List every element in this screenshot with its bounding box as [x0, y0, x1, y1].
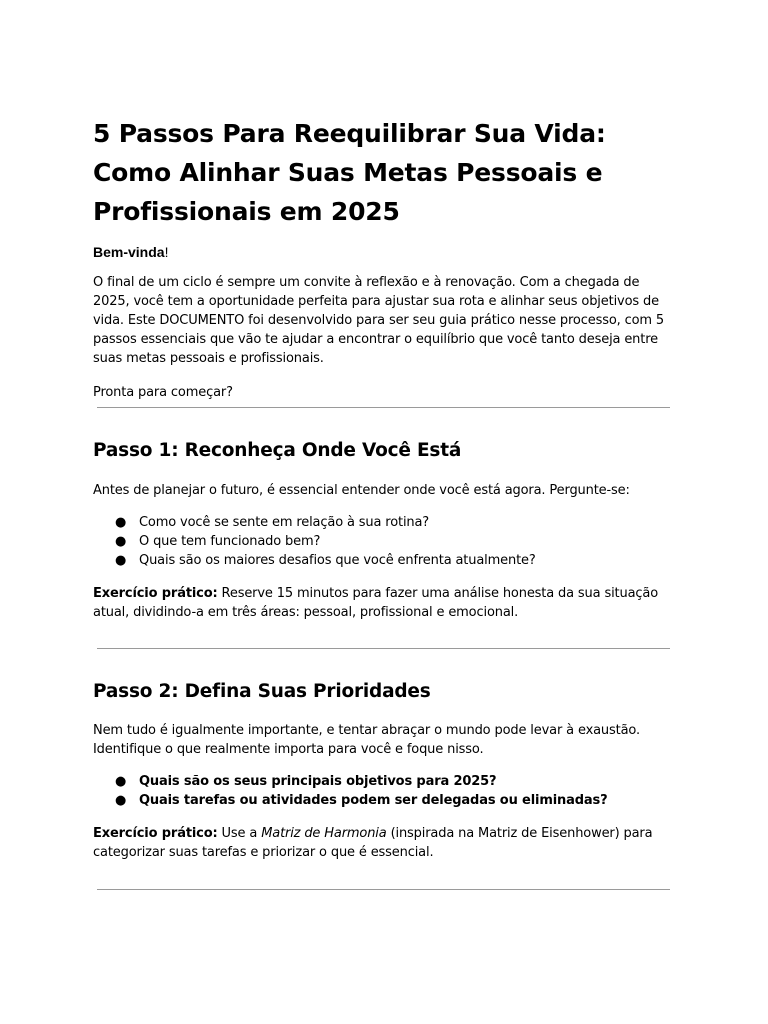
list-item-text: Quais são os maiores desafios que você enfrenta atualmente? [139, 553, 536, 568]
bullet-icon: ● [115, 534, 127, 549]
bullet-icon: ● [115, 793, 127, 808]
exercise-text-post: (inspirada na Matriz de Eisenhower) para categorizar suas tarefas e priorizar o que é essencial. [93, 826, 653, 860]
step-2-heading: Passo 2: Defina Suas Prioridades [93, 681, 431, 702]
step-1-heading: Passo 1: Reconheça Onde Você Está [93, 440, 462, 461]
list-item [93, 513, 673, 532]
exercise-label: Exercício prático: [93, 586, 218, 601]
greeting-text: Bem-vinda [93, 244, 165, 260]
exercise-text: Reserve 15 minutos para fazer uma análise honesta da sua situação atual, dividindo-a em três áreas: pessoal, profissional e emocional. [93, 586, 659, 620]
list-item [93, 551, 673, 570]
list-item [93, 791, 673, 810]
exercise-text-pre: Use a [217, 826, 262, 841]
exercise-italic: Matriz de Harmonia [261, 826, 387, 841]
intro-paragraph: O final de um ciclo é sempre um convite à reflexão e à renovação. Com a chegada de 2025, você tem a oportunidade perfeita para ajustar sua rota e alinhar seus objetivos de vida. Este DOCUMENTO foi desenvolvido para ser seu guia prático nesse processo, com 5 passos essenciais que vão te ajudar a encontrar o equilíbrio que você tanto deseja entre suas metas pessoais e profissionais. [93, 275, 664, 366]
step-1-lead: Antes de planejar o futuro, é essencial entender onde você está agora. Pergunte-se: [93, 483, 630, 498]
exercise-label: Exercício prático: [93, 826, 218, 841]
list-item-text: Como você se sente em relação à sua rotina? [139, 515, 430, 530]
list-item-text: Quais tarefas ou atividades podem ser delegadas ou eliminadas? [139, 793, 608, 808]
step-2-section [93, 680, 673, 862]
bullet-icon: ● [115, 553, 127, 568]
bullet-icon: ● [115, 774, 127, 789]
list-item [93, 772, 673, 791]
list-item-text: Quais são os seus principais objetivos para 2025? [139, 774, 497, 789]
list-item-text: O que tem funcionado bem? [139, 534, 321, 549]
divider-3 [97, 889, 670, 890]
document-title: 5 Passos Para Reequilibrar Sua Vida: Como Alinhar Suas Metas Pessoais e Profissionais em 2025 [93, 119, 606, 226]
step-1-section [93, 439, 673, 622]
step-2-lead: Nem tudo é igualmente importante, e tentar abraçar o mundo pode levar à exaustão. Identifique o que realmente importa para você e foque nisso. [93, 723, 640, 757]
step-2-bullet-list [93, 772, 673, 810]
step-1-exercise [93, 584, 673, 622]
greeting-mark: ! [164, 244, 169, 260]
step-2-exercise [93, 824, 673, 862]
list-item [93, 532, 673, 551]
greeting [93, 243, 673, 261]
step-1-bullet-list [93, 513, 673, 570]
divider-1 [97, 407, 670, 408]
bullet-icon: ● [115, 515, 127, 530]
ready-prompt: Pronta para começar? [93, 385, 233, 400]
document-header [93, 114, 673, 402]
divider-2 [97, 648, 670, 649]
